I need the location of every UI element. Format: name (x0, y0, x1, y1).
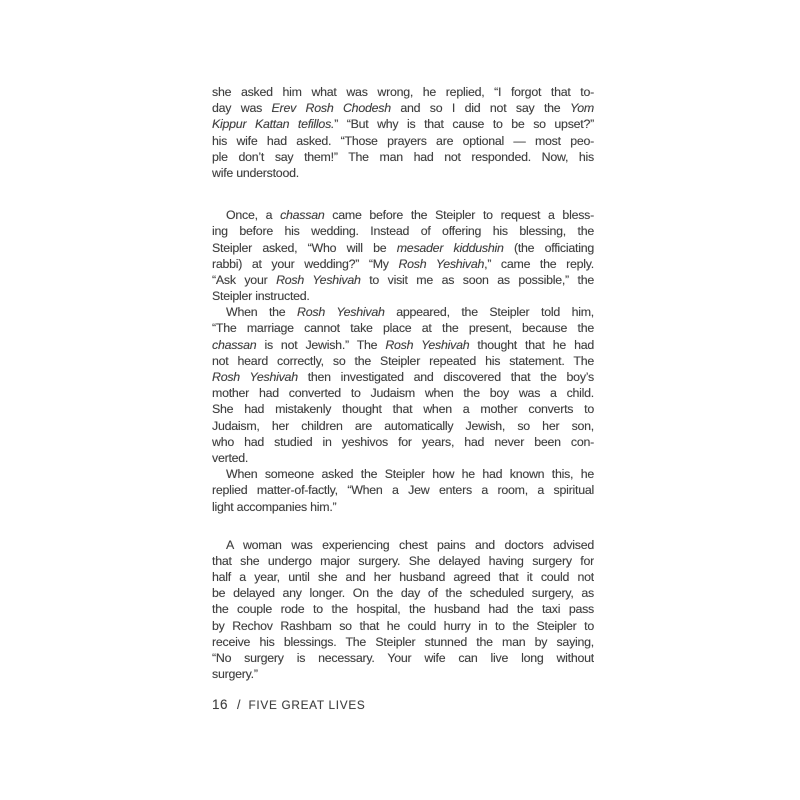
text-line: “Ask your Rosh Yeshivah to visit me as soon as possible,” the (212, 272, 594, 287)
text-line: rabbi) at your wedding?” “My Rosh Yeshivah,” came the reply. (212, 256, 594, 271)
text-line: wife understood. (212, 165, 299, 180)
text-line: replied matter-of-factly, “When a Jew enters a room, a spiritual (212, 483, 594, 498)
text-line: she asked him what was wrong, he replied, “I forgot that to- (212, 85, 594, 99)
text-line: When the Rosh Yeshivah appeared, the Steipler told him, (226, 305, 594, 320)
page-footer (212, 697, 365, 712)
text-line: ple don’t say them!” The man had not responded. Now, his (212, 149, 594, 164)
paragraph (212, 207, 594, 304)
text-line: Steipler instructed. (212, 289, 310, 304)
text-line: day was Erev Rosh Chodesh and so I did not say the Yom (212, 101, 594, 116)
text-line: his wife had asked. “Those prayers are optional — most peo- (212, 133, 594, 148)
text-line: She had mistakenly thought that when a mother converts to (212, 402, 594, 417)
paragraph (212, 84, 594, 181)
text-line: receive his blessings. The Steipler stunned the man by saying, (212, 634, 594, 649)
text-line: the couple rode to the hospital, the husband had the taxi pass (212, 602, 594, 617)
page-text-block (212, 84, 594, 682)
paragraph (212, 466, 594, 515)
text-line: “The marriage cannot take place at the present, because the (212, 321, 594, 336)
text-line: Once, a chassan came before the Steipler to request a bless- (226, 208, 594, 223)
text-line: that she undergo major surgery. She delayed having surgery for (212, 553, 594, 568)
text-line: “No surgery is necessary. Your wife can live long without (212, 651, 594, 665)
text-line: be delayed any longer. On the day of the scheduled surgery, as (212, 586, 594, 601)
text-line: Judaism, her children are automatically Jewish, so her son, (212, 418, 594, 433)
paragraph (212, 304, 594, 466)
page-number: 16 (212, 697, 229, 712)
text-line: A woman was experiencing chest pains and doctors advised (226, 537, 594, 552)
text-line: Rosh Yeshivah then investigated and discovered that the boy’s (212, 370, 594, 384)
text-line: half a year, until she and her husband agreed that it could not (212, 570, 594, 585)
text-line: When someone asked the Steipler how he had known this, he (226, 467, 594, 482)
text-line: Kippur Kattan tefillos.” “But why is that cause to be so upset?” (212, 117, 594, 132)
text-line: surgery.” (212, 667, 258, 682)
text-line: Steipler asked, “Who will be mesader kiddushin (the officiating (212, 240, 594, 255)
text-line: mother had converted to Judaism when the boy was a child. (212, 386, 594, 401)
book-title: FIVE GREAT LIVES (248, 698, 366, 712)
text-line: who had studied in yeshivos for years, had never been con- (212, 434, 594, 449)
text-line: verted. (212, 450, 249, 465)
footer-separator: / (237, 698, 241, 712)
text-line: chassan is not Jewish.” The Rosh Yeshivah thought that he had (212, 337, 594, 352)
text-line: ing before his wedding. Instead of offering his blessing, the (212, 224, 594, 239)
paragraph (212, 537, 594, 683)
text-line: light accompanies him.” (212, 499, 337, 514)
text-line: by Rechov Rashbam so that he could hurry in to the Steipler to (212, 618, 594, 633)
text-line: not heard correctly, so the Steipler repeated his statement. The (212, 353, 594, 368)
